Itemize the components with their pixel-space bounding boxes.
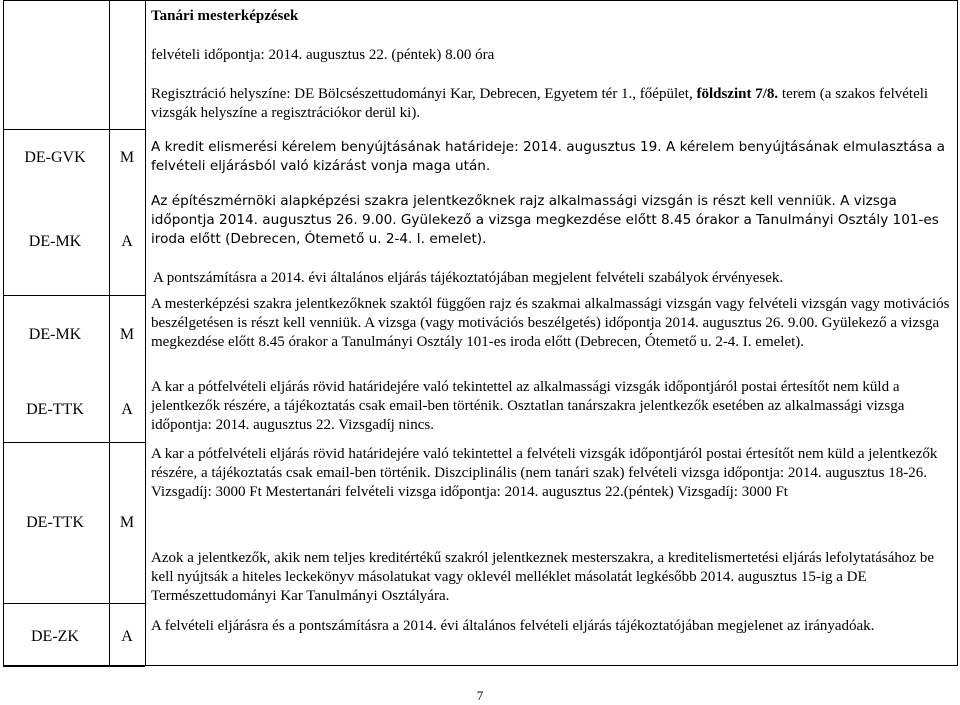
row-text: A mesterképzési szakra jelentkezőknek szaktól függően rajz és szakmai alkalmassági vizsgán vagy felvételi vizsgán vagy motivációs beszélgetésen is részt kell venniük. A vizsga (vagy motivációs beszélgetés) időpontja 2014. augusztus 26. 9.00. Gyülekező a vizsga megkezdése előtt 8.45 órakor a Tanulmányi Osztály 101-es iroda előtt (Debrecen, Ótemető u. 2-4. I. emelet). — [151, 296, 950, 350]
row-divider — [3, 295, 145, 296]
row-form: A — [121, 401, 133, 418]
row-code: DE-MK — [28, 326, 82, 343]
registration-text-2: terem (a szakos felvételi vizsgák helyszíne a regisztrációkor derül ki). — [151, 86, 929, 121]
row-form: A — [121, 628, 133, 645]
row-form: M — [119, 514, 135, 531]
row-text: Az építészmérnöki alapképzési szakra jelentkezőknek rajz alkalmassági vizsgán is részt kell venniük. A vizsga időpontja 2014. augusztus 26. 9.00. Gyülekező a vizsga megkezdése előtt 8.45 órakor a Tanulmányi Osztály 101-es iroda előtt (Debrecen, Ótemető u. 2-4. I. emelet). — [151, 193, 939, 247]
intro-exam-date: felvételi időpontja: 2014. augusztus 22. (péntek) 8.00 óra — [151, 47, 495, 63]
row-form: A — [121, 233, 133, 250]
intro-registration — [151, 85, 951, 123]
row-code: DE-TTK — [26, 514, 84, 531]
row-code: DE-GVK — [24, 149, 86, 166]
row-text: A felvételi eljárásra és a pontszámításra a 2014. évi általános felvételi eljárás tájékoztatójában megjelenet az irányadóak. — [151, 618, 875, 634]
column-divider-2 — [145, 0, 146, 666]
row-text: A kredit elismerési kérelem benyújtásának határideje: 2014. augusztus 19. A kérelem benyújtásának elmulasztása a felvételi eljárásból való kizárást vonja maga után. — [151, 139, 945, 174]
row-divider — [3, 666, 145, 667]
row-divider — [3, 603, 145, 604]
row-code: DE-TTK — [26, 401, 84, 418]
registration-text: Regisztráció helyszíne: DE Bölcsészettudományi Kar, Debrecen, Egyetem tér 1., főépület, — [151, 86, 697, 102]
table-border-top — [3, 0, 958, 1]
table-border-bottom — [3, 665, 958, 666]
row-divider — [3, 442, 145, 443]
section-heading: Tanári mesterképzések — [151, 8, 299, 24]
registration-room: földszint 7/8. — [696, 86, 779, 102]
row-form: M — [119, 326, 135, 343]
row-text: A kar a pótfelvételi eljárás rövid határidejére való tekintettel az alkalmassági vizsgák időpontjáról postai értesítőt nem küld a jelentkezők részére, a tájékoztatás csak email-ben történik. Osztatlan tanárszakra jelentkezők esetében az alkalmassági vizsga időpontja: 2014. augusztus 22. Vizsgadíj nincs. — [151, 379, 905, 433]
row-text: A pontszámításra a 2014. évi általános eljárás tájékoztatójában megjelent felvételi szabályok érvényesek. — [153, 270, 784, 286]
page-number: 7 — [476, 688, 484, 703]
table-border-right — [957, 0, 958, 666]
row-divider — [3, 129, 145, 130]
row-text: A kar a pótfelvételi eljárás rövid határidejére való tekintettel a felvételi vizsgák időpontjáról postai értesítőt nem küld a jelentkezők részére, a tájékoztatás csak email-ben történik. Diszciplinális (nem tanári szak) felvételi vizsga időpontja: 2014. augusztus 18-26. Vizsgadíj: 3000 Ft Mestertanári felvételi vizsga időpontja: 2014. augusztus 22.(péntek) Vizsgadíj: 3000 Ft — [151, 446, 938, 500]
row-text: Azok a jelentkezők, akik nem teljes kreditértékű szakról jelentkeznek mesterszakra, a kreditelismertetési eljárás lefolytatásához be kell nyújtsák a hiteles leckekönyv másolatukat vagy oklevél melléklet másolatát legkésőbb 2014. augusztus 15-ig a DE Természettudományi Kar Tanulmányi Osztályára. — [151, 550, 934, 604]
row-code: DE-ZK — [31, 628, 79, 645]
row-code: DE-MK — [28, 233, 82, 250]
row-form: M — [119, 149, 135, 166]
